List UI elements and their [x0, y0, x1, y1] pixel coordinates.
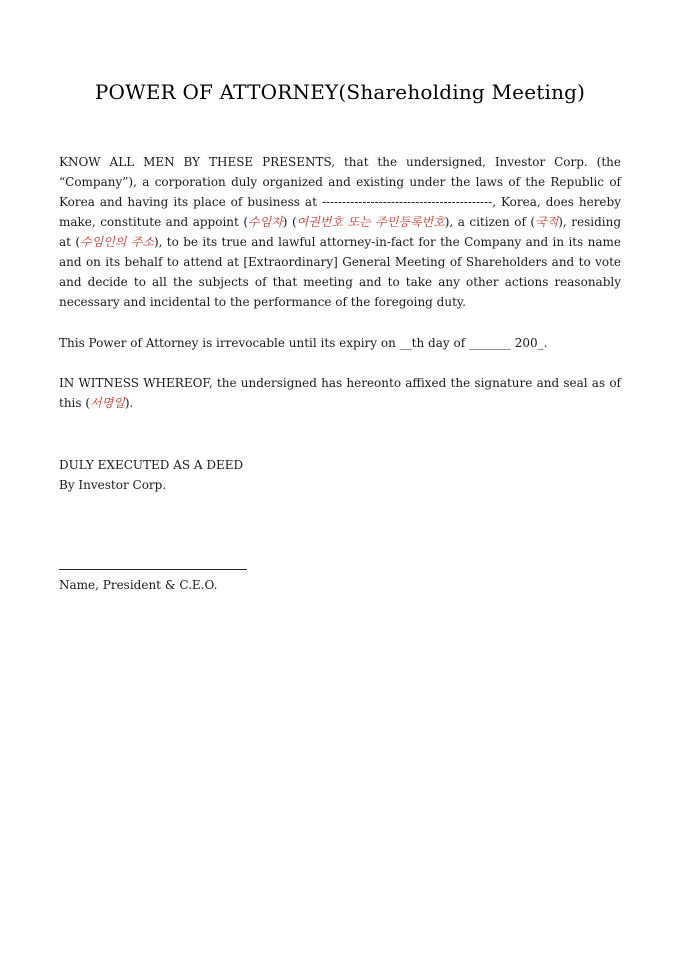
attorney-name-placeholder: 수임자: [248, 215, 283, 229]
appointment-paragraph: [59, 152, 621, 312]
appointment-text-4: ), residing at (: [59, 215, 621, 249]
appointment-text-1: KNOW ALL MEN BY THESE PRESENTS, that the undersigned, Investor Corp. (the “Company”), a corporation duly organized and existing under the laws of the Republic of Korea and having its place of business at ------------------------------------------, Korea, does hereby make, constitute and appoint (: [59, 155, 621, 229]
appointment-text-3: ), a citizen of (: [444, 215, 536, 229]
witness-text-1: IN WITNESS WHEREOF, the undersigned has hereonto affixed the signature and seal as of this (: [59, 376, 621, 410]
appointment-text-2: ) (: [282, 215, 297, 229]
nationality-placeholder: 국적: [535, 215, 559, 229]
executed-as-deed-label: DULY EXECUTED AS A DEED: [59, 458, 244, 472]
witness-paragraph: [59, 373, 621, 413]
signing-date-placeholder: 서명일: [90, 396, 125, 410]
signatory-name-title: Name, President & C.E.O.: [59, 578, 218, 592]
execution-block: [59, 455, 243, 495]
attorney-address-placeholder: 수임인의 주소: [80, 235, 154, 249]
expiry-paragraph: This Power of Attorney is irrevocable until its expiry on __th day of _______ 200_.: [59, 336, 548, 350]
passport-id-placeholder: 여권번호 또는 주민등록번호: [296, 215, 445, 229]
signature-line: [59, 569, 247, 570]
document-title: POWER OF ATTORNEY(Shareholding Meeting): [94, 80, 586, 104]
appointment-text-5: ), to be its true and lawful attorney-in-fact for the Company and in its name and on its behalf to attend at [Extraordinary] General Meeting of Shareholders and to vote and decide to all the subjects of that meeting and to take any other actions reasonably necessary and incidental to the performance of the foregoing duty.: [59, 235, 621, 309]
by-company-label: By Investor Corp.: [59, 478, 167, 492]
witness-text-2: ).: [124, 396, 134, 410]
